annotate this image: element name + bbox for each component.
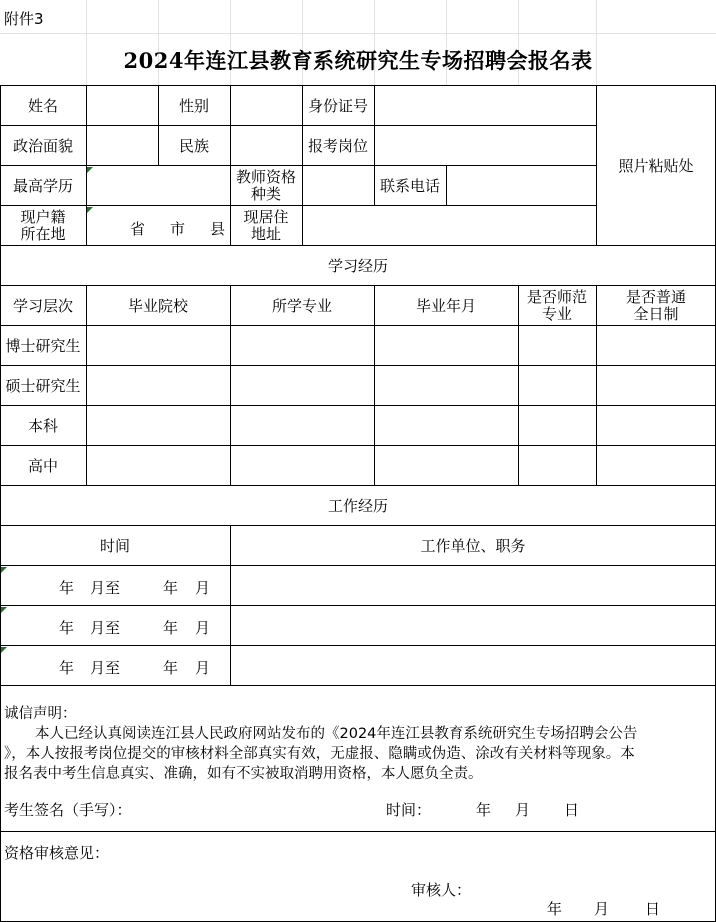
declaration-line2: 》，本人按报考岗位提交的审核材料全部真实有效，无虚报、隐瞒或伪造、涂改有关材料等现象。本: [4, 746, 635, 762]
declaration-day: 日: [564, 801, 580, 819]
study-school-field[interactable]: [86, 406, 230, 446]
study-grad-date-field[interactable]: [374, 406, 518, 446]
phone-field[interactable]: [446, 166, 596, 206]
declaration-month: 月: [515, 801, 531, 819]
month-text: 月: [195, 659, 211, 677]
study-major-field[interactable]: [230, 406, 374, 446]
study-col-school: 毕业院校: [127, 296, 188, 315]
hukou-label-line2: 所在地: [20, 225, 66, 243]
address-label: [230, 206, 302, 246]
study-col-major: 所学专业: [271, 296, 332, 315]
study-col-fulltime: [596, 286, 716, 326]
study-fulltime-field[interactable]: [596, 406, 716, 446]
comment-marker-icon: [87, 207, 93, 213]
political-status-field[interactable]: [86, 126, 158, 166]
work-col-time: 时间: [99, 536, 130, 555]
study-grad-date-field[interactable]: [374, 366, 518, 406]
study-fulltime-field[interactable]: [596, 366, 716, 406]
study-normal-field[interactable]: [518, 446, 596, 486]
work-col-unit: 工作单位、职务: [420, 536, 526, 555]
month-text: 月: [195, 579, 211, 597]
work-unit-field[interactable]: [230, 606, 716, 646]
teacher-cert-label: [230, 166, 302, 206]
comment-marker-icon: [1, 607, 7, 613]
study-major-field[interactable]: [230, 446, 374, 486]
year-text: 年: [59, 579, 75, 597]
study-school-field[interactable]: [86, 366, 230, 406]
review-year: 年: [547, 900, 563, 918]
teacher-cert-label-line2: 种类: [250, 185, 281, 203]
gender-field[interactable]: [230, 86, 302, 126]
comment-marker-icon: [1, 647, 7, 653]
study-grad-date-field[interactable]: [374, 326, 518, 366]
position-label: 报考岗位: [307, 136, 368, 155]
name-label: 姓名: [27, 96, 58, 115]
declaration-heading: 诚信声明：: [4, 706, 77, 722]
hukou-county: 县: [210, 220, 226, 238]
study-level: 博士研究生: [5, 336, 81, 355]
month-to-text: 月至: [90, 619, 121, 637]
work-unit-field[interactable]: [230, 566, 716, 606]
signature-label: 考生签名（手写）：: [4, 801, 132, 819]
work-history-title: 工作经历: [327, 496, 388, 515]
year-text: 年: [163, 619, 179, 637]
year-text: 年: [59, 659, 75, 677]
study-level: 高中: [27, 456, 58, 475]
id-number-label: 身份证号: [307, 96, 368, 115]
comment-marker-icon: [87, 167, 93, 173]
position-field[interactable]: [374, 126, 596, 166]
hukou-label: [0, 206, 86, 246]
review-month: 月: [594, 900, 610, 918]
study-fulltime-field[interactable]: [596, 326, 716, 366]
address-label-line2: 地址: [250, 225, 281, 243]
study-col-fulltime-line2: 全日制: [633, 305, 679, 323]
review-heading: 资格审核意见：: [4, 844, 110, 862]
gender-label: 性别: [178, 96, 209, 115]
study-history-title: 学习经历: [327, 256, 388, 275]
declaration-time-label: 时间：: [386, 801, 432, 819]
study-normal-field[interactable]: [518, 406, 596, 446]
form-title: 2024年连江县教育系统研究生专场招聘会报名表: [123, 48, 593, 73]
comment-marker-icon: [1, 567, 7, 573]
study-col-level: 学习层次: [12, 296, 73, 315]
id-number-field[interactable]: [374, 86, 596, 126]
study-col-normal: [518, 286, 596, 326]
declaration-line1: 本人已经认真阅读连江县人民政府网站发布的《2024年连江县教育系统研究生专场招聘会公告: [35, 726, 638, 742]
phone-label: 联系电话: [379, 176, 440, 195]
study-school-field[interactable]: [86, 446, 230, 486]
declaration-year: 年: [476, 801, 492, 819]
work-unit-field[interactable]: [230, 646, 716, 686]
study-fulltime-field[interactable]: [596, 446, 716, 486]
education-label: 最高学历: [12, 176, 73, 195]
review-day: 日: [645, 900, 661, 918]
study-col-fulltime-line1: 是否普通: [625, 288, 686, 306]
study-col-normal-line2: 专业: [541, 305, 572, 323]
study-normal-field[interactable]: [518, 326, 596, 366]
study-col-grad-date: 毕业年月: [415, 296, 476, 315]
teacher-cert-label-line1: 教师资格: [235, 168, 296, 186]
reviewer-label: 审核人：: [411, 881, 472, 899]
year-text: 年: [163, 579, 179, 597]
year-text: 年: [163, 659, 179, 677]
study-normal-field[interactable]: [518, 366, 596, 406]
review-opinion-field[interactable]: [4, 862, 704, 880]
hukou-field[interactable]: [86, 206, 230, 246]
photo-area[interactable]: 照片粘贴处: [618, 156, 694, 175]
study-major-field[interactable]: [230, 366, 374, 406]
work-time-field[interactable]: [0, 646, 230, 686]
work-time-field[interactable]: [0, 566, 230, 606]
declaration-line3: 报名表中考生信息真实、准确，如有不实被取消聘用资格，本人愿负全责。: [4, 766, 483, 782]
name-field[interactable]: [86, 86, 158, 126]
month-text: 月: [195, 619, 211, 637]
study-school-field[interactable]: [86, 326, 230, 366]
study-major-field[interactable]: [230, 326, 374, 366]
hukou-province: 省: [130, 220, 146, 238]
month-to-text: 月至: [90, 579, 121, 597]
month-to-text: 月至: [90, 659, 121, 677]
year-text: 年: [59, 619, 75, 637]
hukou-city: 市: [170, 220, 186, 238]
study-grad-date-field[interactable]: [374, 446, 518, 486]
signature-field[interactable]: [140, 796, 370, 820]
address-label-line1: 现居住: [243, 208, 289, 226]
ethnicity-field[interactable]: [230, 126, 302, 166]
ethnicity-label: 民族: [178, 136, 209, 155]
work-time-field[interactable]: [0, 606, 230, 646]
study-level: 本科: [27, 416, 58, 435]
study-col-normal-line1: 是否师范: [526, 288, 587, 306]
political-status-label: 政治面貌: [12, 136, 73, 155]
study-level: 硕士研究生: [5, 376, 81, 395]
address-field[interactable]: [302, 206, 596, 246]
teacher-cert-field[interactable]: [302, 166, 374, 206]
attachment-label: 附件3: [4, 10, 44, 28]
education-field[interactable]: [86, 166, 230, 206]
hukou-label-line1: 现户籍: [20, 208, 66, 226]
